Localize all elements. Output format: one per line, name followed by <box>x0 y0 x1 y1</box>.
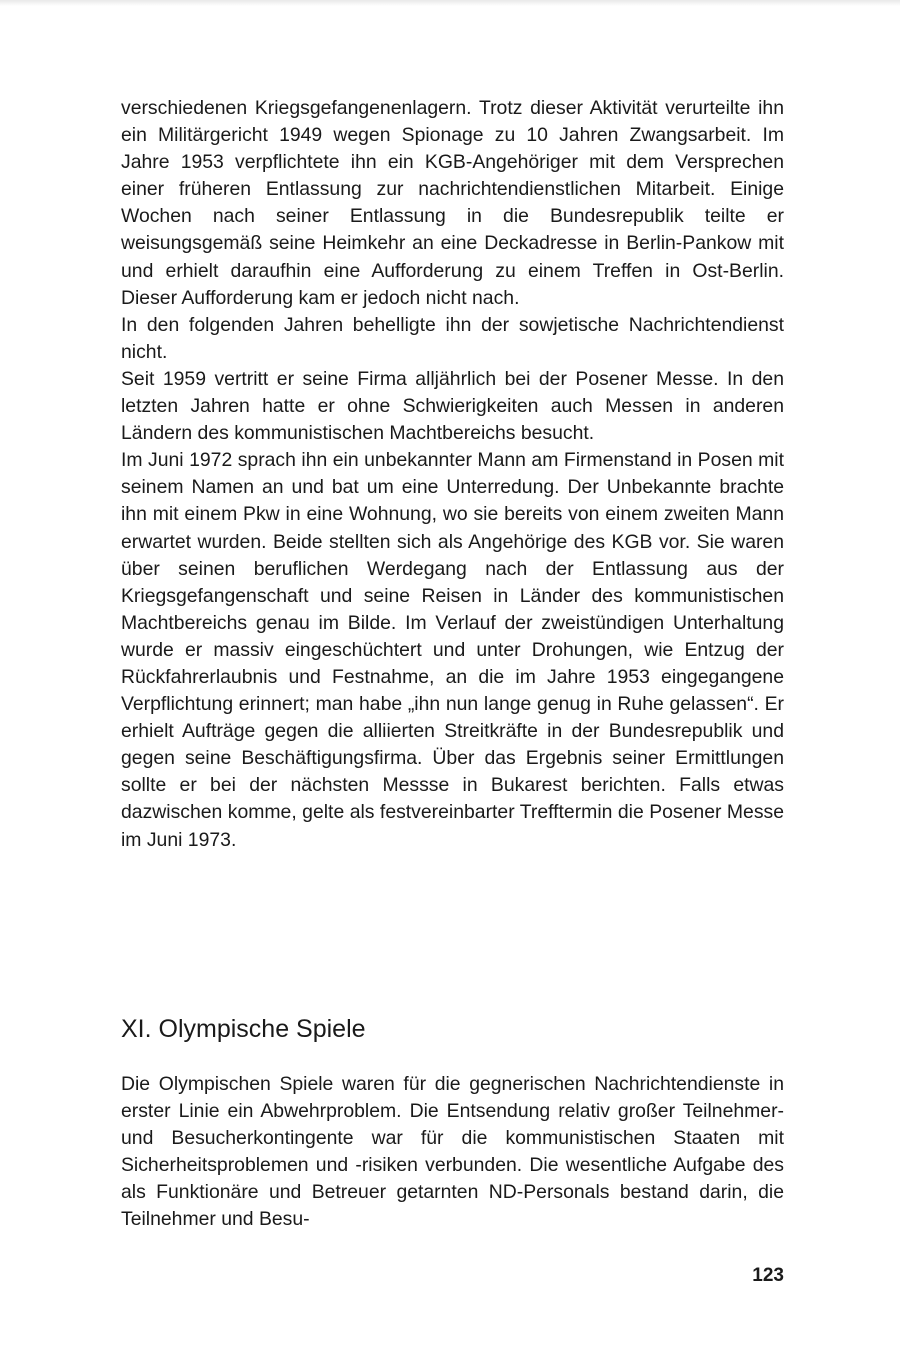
section-heading: XI. Olympische Spiele <box>121 1015 366 1043</box>
body-text-top <box>121 95 784 854</box>
paragraph: In den folgenden Jahren behelligte ihn der sowjetische Nachrichtendienst nicht. <box>121 313 784 363</box>
paragraph: Im Juni 1972 sprach ihn ein unbekannter Mann am Firmenstand in Posen mit seinem Namen an und bat um eine Unterredung. Der Unbekannte brachte ihn mit einem Pkw in eine Wohnung, wo sie bereits von einem zweiten Mann erwartet wurden. Beide stellten sich als Angehörige des KGB vor. Sie waren über seinen beruflichen Werdegang nach der Entlassung aus der Kriegsgefangenschaft und seine Reisen in Länder des kommunistischen Machtbereichs genau im Bilde. Im Verlauf der zweistündigen Unterhaltung wurde er massiv eingeschüchtert und unter Drohungen, wie Entzug der Rückfahrerlaubnis und Festnahme, an die im Jahre 1953 eingegangene Verpflichtung erinnert; man habe „ihn nun lange genug in Ruhe gelassen“. Er erhielt Aufträge gegen die alliierten Streitkräfte in der Bundesrepublik und gegen seine Beschäftigungsfirma. Über das Ergebnis seiner Ermittlungen sollte er bei der nächsten Messse in Bukarest berichten. Falls etwas dazwischen komme, gelte als festvereinbarter Trefftermin die Posener Messe im Juni 1973. <box>121 449 784 851</box>
page-number: 123 <box>752 1265 784 1286</box>
body-text-bottom <box>121 1071 784 1234</box>
paragraph: Die Olympischen Spiele waren für die gegnerischen Nachrichtendienste in erster Linie ein Abwehrproblem. Die Entsendung relativ großer Teilnehmer- und Besucherkontingente war für die kommunistischen Staaten mit Sicherheitsproblemen und -risiken verbunden. Die wesentliche Aufgabe des als Funktionäre und Betreuer getarnten ND-Personals bestand darin, die Teilnehmer und Besu- <box>121 1073 784 1231</box>
paragraph: Seit 1959 vertritt er seine Firma alljährlich bei der Posener Messe. In den letzten Jahren hatte er ohne Schwierigkeiten auch Messen in anderen Ländern des kommunistischen Machtbereichs besucht. <box>121 367 784 445</box>
paragraph: verschiedenen Kriegsgefangenenlagern. Trotz dieser Aktivität verurteilte ihn ein Militärgericht 1949 wegen Spionage zu 10 Jahren Zwangsarbeit. Im Jahre 1953 verpflichtete ihn ein KGB-Angehöriger mit dem Versprechen einer früheren Entlassung zur nachrichtendienstlichen Mitarbeit. Einige Wochen nach seiner Entlassung in die Bundesrepublik teilte er weisungsgemäß seine Heimkehr an eine Deckadresse in Berlin-Pankow mit und erhielt daraufhin eine Aufforderung zu einem Treffen in Ost-Berlin. Dieser Aufforderung kam er jedoch nicht nach. <box>121 97 784 309</box>
